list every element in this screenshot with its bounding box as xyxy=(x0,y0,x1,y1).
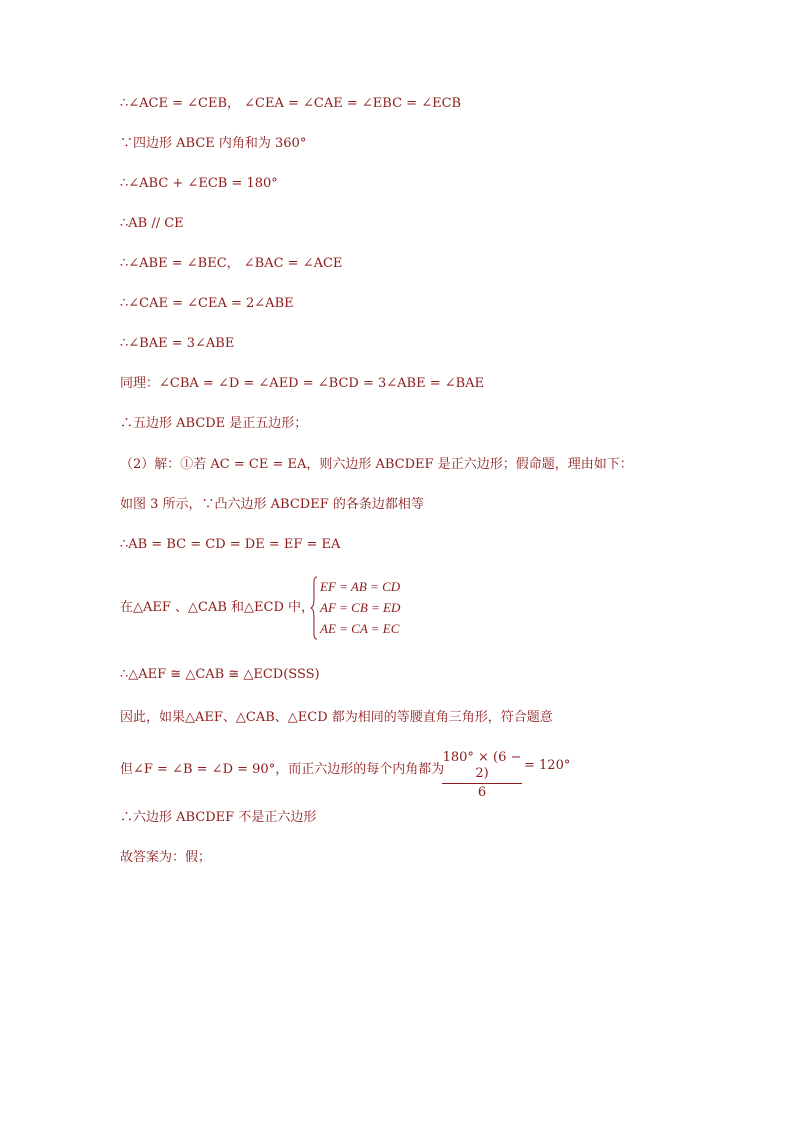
proof-line-14: 因此，如果△AEF、△CAB、△ECD 都为相同的等腰直角三角形，符合题意 xyxy=(120,710,553,725)
proof-line-11: 如图 3 所示，∵凸六边形 ABCDEF 的各条边都相等 xyxy=(120,497,424,512)
interior-angle-text: 但∠F = ∠B = ∠D = 90°，而正六边形的每个内角都为 xyxy=(120,762,445,777)
proof-line-7: ∴∠BAE = 3∠ABE xyxy=(120,336,235,351)
system-row-2: AF = CB = ED xyxy=(320,600,401,615)
proof-line-3: ∴∠ABC + ∠ECB = 180° xyxy=(120,176,278,191)
interior-angle-result: = 120° xyxy=(524,758,571,773)
proof-line-6: ∴∠CAE = ∠CEA = 2∠ABE xyxy=(120,296,294,311)
system-label: 在△AEF 、△CAB 和△ECD 中， xyxy=(120,600,315,615)
proof-line-4: ∴AB // CE xyxy=(120,216,184,231)
answer-line: 故答案为：假； xyxy=(120,850,212,865)
proof-line-5: ∴∠ABE = ∠BEC， ∠BAC = ∠ACE xyxy=(120,256,343,271)
left-brace-icon xyxy=(310,576,318,640)
proof-line-8: 同理：∠CBA = ∠D = ∠AED = ∠BCD = 3∠ABE = ∠BAE xyxy=(120,376,485,391)
proof-line-12: ∴AB = BC = CD = DE = EF = EA xyxy=(120,537,341,552)
system-row-3: AE = CA = EC xyxy=(320,621,400,636)
proof-line-1: ∴∠ACE = ∠CEB， ∠CEA = ∠CAE = ∠EBC = ∠ECB xyxy=(120,96,462,111)
fraction-numerator: 180° × (6 − 2) xyxy=(442,750,522,781)
proof-line-13: ∴△AEF ≅ △CAB ≅ △ECD(SSS) xyxy=(120,667,320,682)
fraction xyxy=(442,750,522,801)
proof-line-16: ∴六边形 ABCDEF 不是正六边形 xyxy=(120,810,317,825)
fraction-denominator: 6 xyxy=(477,785,487,800)
system-row-1: EF = AB = CD xyxy=(320,579,401,594)
fraction-bar xyxy=(442,783,522,784)
proof-line-9: ∴五边形 ABCDE 是正五边形； xyxy=(120,416,308,431)
part-2-heading: （2）解：①若 AC = CE = EA，则六边形 ABCDEF 是正六边形；假命题，理由如下： xyxy=(120,457,633,472)
proof-line-2: ∵四边形 ABCE 内角和为 360° xyxy=(120,136,307,151)
system-rows xyxy=(320,576,400,639)
